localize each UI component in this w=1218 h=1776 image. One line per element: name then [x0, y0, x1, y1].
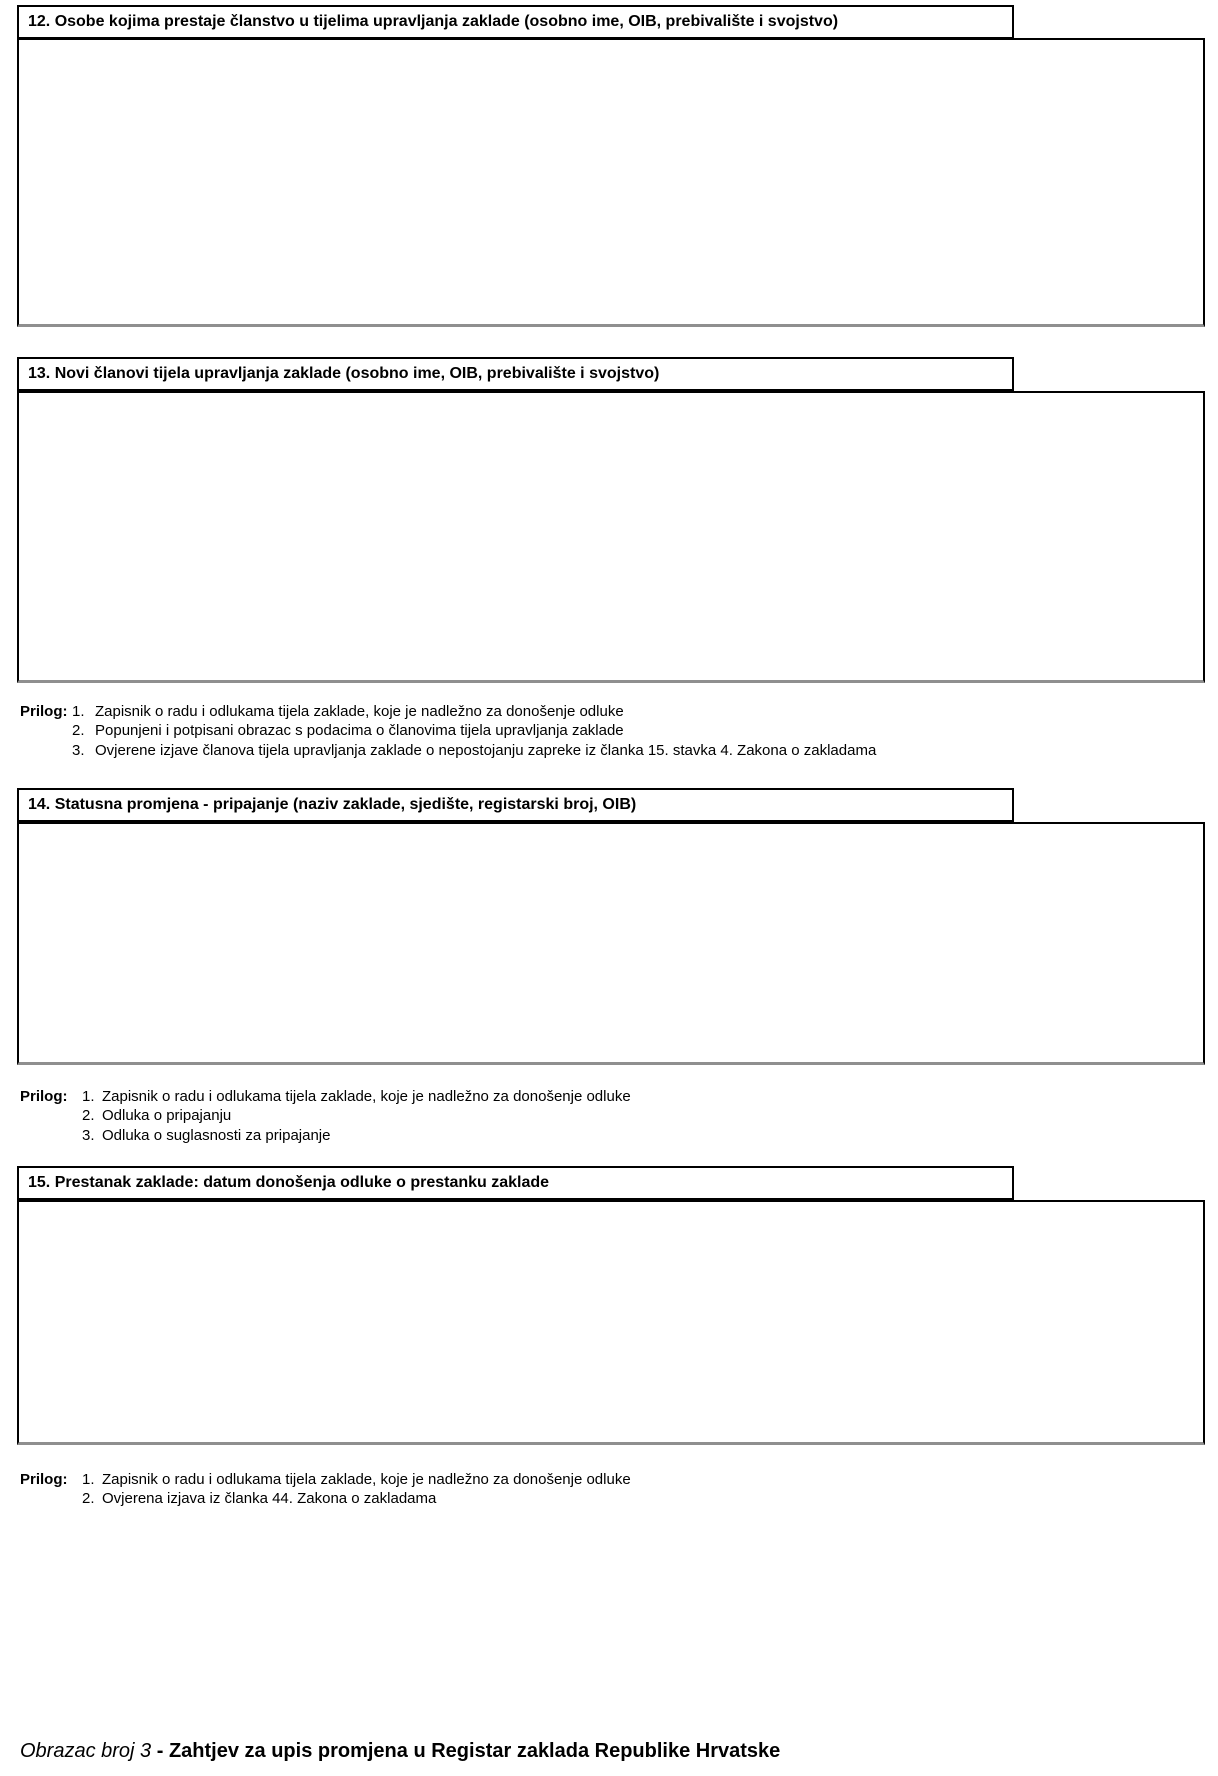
attachments-block-14 — [20, 1087, 631, 1145]
attachment-item — [82, 1106, 631, 1125]
attachment-item-text: Ovjerena izjava iz članka 44. Zakona o zakladama — [102, 1490, 437, 1508]
attachment-item — [82, 1470, 631, 1489]
section-12-heading: 12. Osobe kojima prestaje članstvo u tijelima upravljanja zaklade (osobno ime, OIB, prebivalište i svojstvo) — [17, 5, 1014, 39]
prilog-label: Prilog: — [20, 1471, 68, 1488]
attachment-item-number: 2. — [82, 1490, 95, 1508]
form-footer — [20, 1740, 780, 1763]
attachment-item-number: 3. — [82, 1126, 95, 1144]
attachment-item — [82, 1087, 631, 1106]
prilog-label: Prilog: — [20, 703, 68, 720]
attachment-item-number: 3. — [72, 741, 85, 759]
attachment-item — [72, 702, 876, 721]
section-14-heading: 14. Statusna promjena - pripajanje (naziv zaklade, sjedište, registarski broj, OIB) — [17, 788, 1014, 822]
attachment-item-text: Zapisnik o radu i odlukama tijela zaklade, koje je nadležno za donošenje odluke — [102, 1088, 631, 1105]
section-13-field[interactable] — [17, 391, 1205, 683]
attachment-item — [72, 741, 876, 760]
attachment-item-text: Ovjerene izjave članova tijela upravljanja zaklade o nepostojanju zapreke iz članka 15. stavka 4. Zakona o zakladama — [95, 741, 877, 759]
attachment-item-text: Zapisnik o radu i odlukama tijela zaklade, koje je nadležno za donošenje odluke — [102, 1471, 631, 1488]
section-13-heading: 13. Novi članovi tijela upravljanja zaklade (osobno ime, OIB, prebivalište i svojstvo) — [17, 357, 1014, 391]
attachment-item-text: Popunjeni i potpisani obrazac s podacima o članovima tijela upravljanja zaklade — [95, 722, 624, 740]
footer-separator: - — [151, 1740, 169, 1762]
attachment-item-number: 1. — [72, 703, 85, 720]
attachments-block-15 — [20, 1470, 631, 1509]
section-15-field[interactable] — [17, 1200, 1205, 1445]
attachment-item — [72, 721, 876, 740]
footer-title: Zahtjev za upis promjena u Registar zaklada Republike Hrvatske — [168, 1740, 781, 1762]
footer-form-label: Obrazac broj 3 — [20, 1740, 152, 1762]
attachment-item-number: 2. — [72, 722, 85, 740]
attachments-block-13 — [20, 702, 876, 760]
attachment-item-number: 1. — [82, 1088, 95, 1105]
prilog-label: Prilog: — [20, 1088, 68, 1105]
attachment-item-number: 2. — [82, 1107, 95, 1125]
section-15-heading: 15. Prestanak zaklade: datum donošenja odluke o prestanku zaklade — [17, 1166, 1014, 1200]
attachment-item — [82, 1126, 631, 1145]
section-12-field[interactable] — [17, 38, 1205, 327]
attachment-item-text: Zapisnik o radu i odlukama tijela zaklade, koje je nadležno za donošenje odluke — [95, 703, 624, 720]
attachment-item — [82, 1489, 631, 1508]
attachment-item-text: Odluka o pripajanju — [102, 1107, 232, 1125]
attachment-item-text: Odluka o suglasnosti za pripajanje — [102, 1126, 331, 1144]
section-14-field[interactable] — [17, 822, 1205, 1065]
attachment-item-number: 1. — [82, 1471, 95, 1488]
